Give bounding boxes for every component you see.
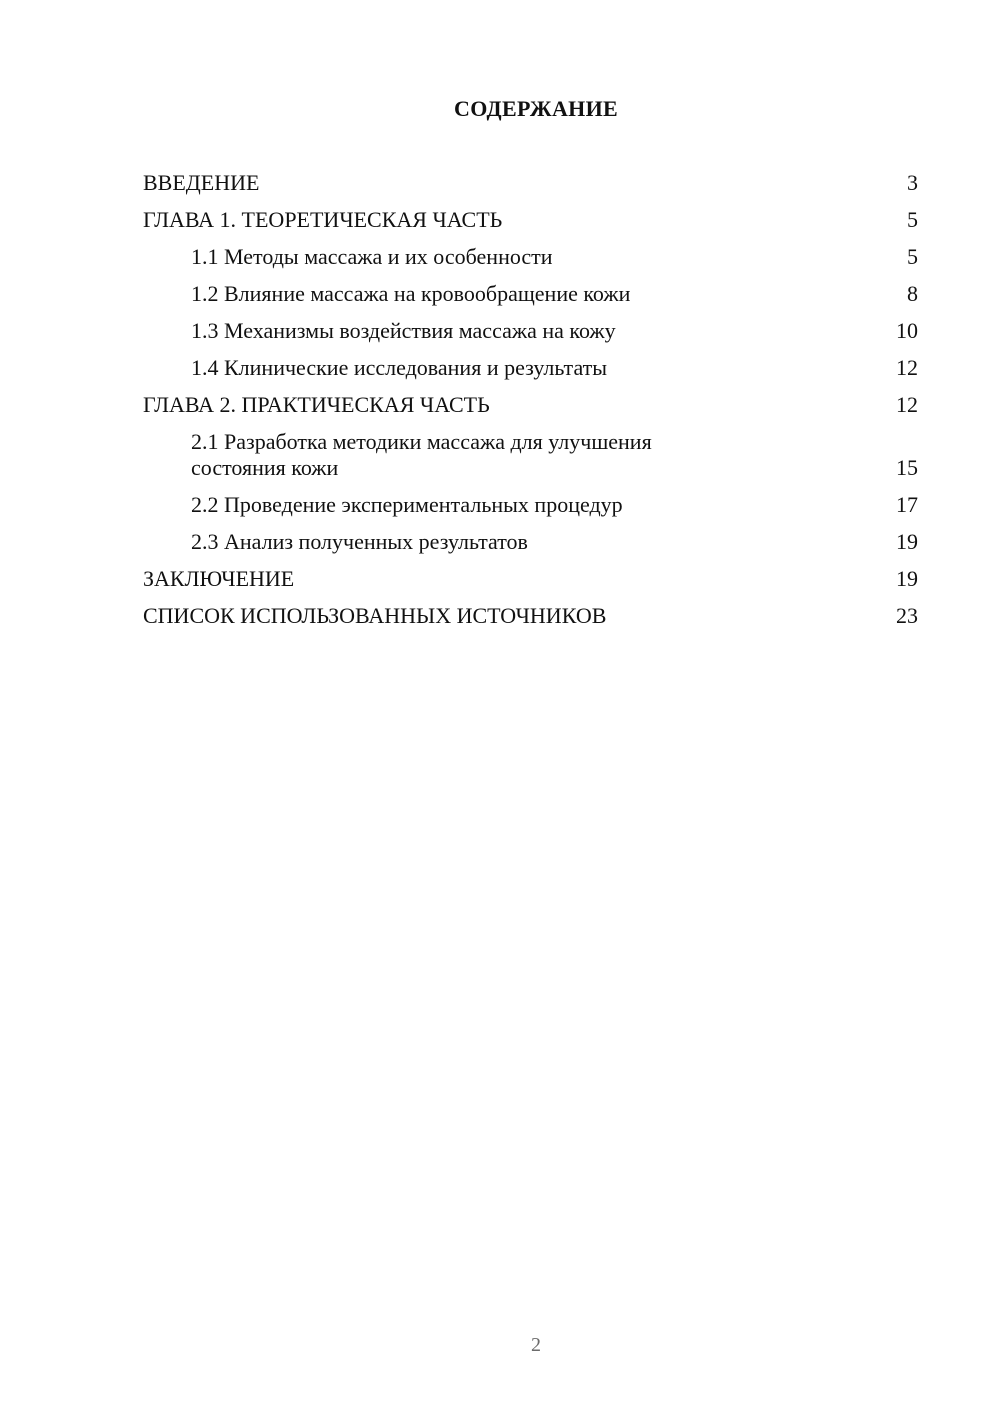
toc-entry-page: 17 xyxy=(896,492,918,517)
toc-entry-page: 3 xyxy=(907,170,918,195)
toc-entry xyxy=(143,244,918,270)
toc-entry-title: 2.2 Проведение экспериментальных процедур xyxy=(191,492,623,517)
toc-entry xyxy=(143,392,918,418)
toc-entry-title xyxy=(143,429,878,481)
toc-entry-page: 8 xyxy=(907,281,918,306)
toc-entry xyxy=(143,529,918,555)
toc-entry xyxy=(143,566,918,592)
toc-entry-title: ВВЕДЕНИЕ xyxy=(143,170,260,195)
toc-entry-page: 5 xyxy=(907,207,918,232)
toc-entry xyxy=(143,281,918,307)
toc-entry xyxy=(143,492,918,518)
toc-entry-title: 1.4 Клинические исследования и результаты xyxy=(191,355,608,380)
toc-entry-page: 19 xyxy=(896,529,918,554)
toc-entry-page: 15 xyxy=(896,455,918,480)
toc-entry xyxy=(143,318,918,344)
toc-entry-title: 2.3 Анализ полученных результатов xyxy=(191,529,528,554)
toc-entry xyxy=(143,170,918,196)
toc-entry-page: 12 xyxy=(896,355,918,380)
toc-entry-title: ГЛАВА 1. ТЕОРЕТИЧЕСКАЯ ЧАСТЬ xyxy=(143,207,503,232)
toc-heading: СОДЕРЖАНИЕ xyxy=(454,96,618,121)
toc-entry xyxy=(143,429,918,481)
toc-entry-page: 12 xyxy=(896,392,918,417)
toc-entry xyxy=(143,355,918,381)
toc-entry-page: 23 xyxy=(896,603,918,628)
toc-entry xyxy=(143,603,918,629)
toc-entry-title: ЗАКЛЮЧЕНИЕ xyxy=(143,566,295,591)
toc-entry-title-line: состояния кожи xyxy=(191,455,339,480)
toc-entry-page: 19 xyxy=(896,566,918,591)
page-number: 2 xyxy=(531,1334,541,1356)
toc-entry-title-line: 2.1 Разработка методики массажа для улучшения xyxy=(191,429,652,454)
toc-entry-page: 5 xyxy=(907,244,918,269)
toc-entry-title: 1.1 Методы массажа и их особенности xyxy=(191,244,553,269)
toc-list xyxy=(143,170,918,640)
toc-entry-title: СПИСОК ИСПОЛЬЗОВАННЫХ ИСТОЧНИКОВ xyxy=(143,603,607,628)
toc-entry-title: 1.3 Механизмы воздействия массажа на кожу xyxy=(191,318,616,343)
toc-entry-title: ГЛАВА 2. ПРАКТИЧЕСКАЯ ЧАСТЬ xyxy=(143,392,490,417)
toc-entry-title: 1.2 Влияние массажа на кровообращение кожи xyxy=(191,281,631,306)
toc-entry-page: 10 xyxy=(896,318,918,343)
toc-entry xyxy=(143,207,918,233)
